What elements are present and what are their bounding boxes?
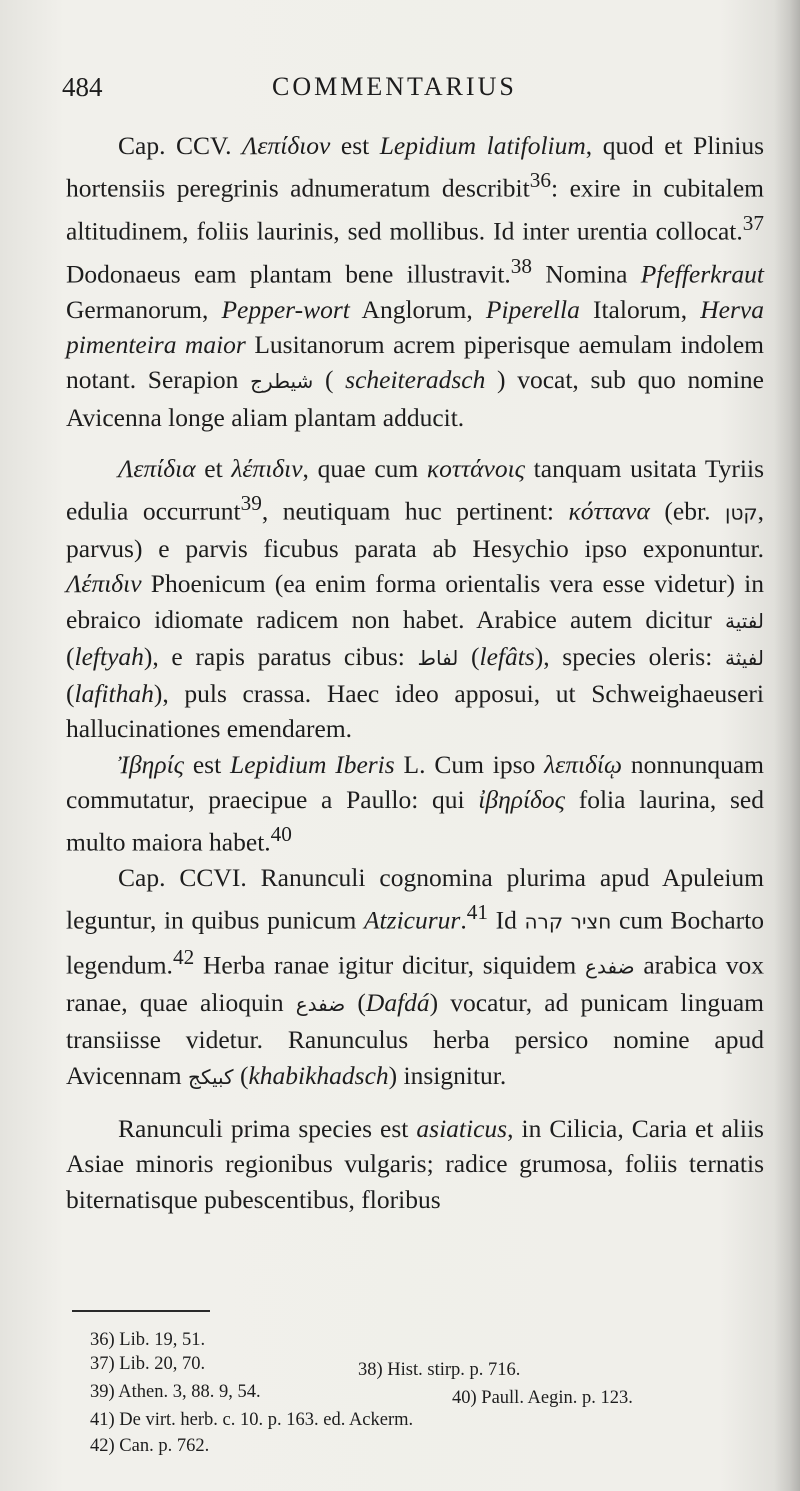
greek-term: κοττάνοις [426, 453, 526, 483]
text-span: cum Bocharto legendum. [66, 905, 765, 980]
running-title: COMMENTARIUS [272, 72, 517, 101]
text-span: ) vocatur, ad punicam linguam transiisse videtur. Ranunculus herba persico nomine apud Avicennam [66, 988, 764, 1090]
transliteration: khabikhadsch [248, 1060, 389, 1090]
arabic-word: ضفدع [585, 954, 635, 979]
text-span: est [184, 749, 231, 779]
persian-word: كبيكج [188, 1064, 234, 1089]
footnote-40: 40) Paull. Aegin. p. 123. [452, 1388, 633, 1408]
text-span: Herba ranae igitur dicitur, siquidem [194, 950, 586, 980]
footnote-41: 41) De virt. herb. c. 10. p. 163. ed. Ackerm. [90, 1410, 414, 1430]
transliteration: Dafdá [365, 988, 430, 1018]
arabic-word: لفاط [417, 645, 459, 670]
text-span: ), species oleris: [534, 641, 725, 671]
text-span: ) insignitur. [388, 1060, 507, 1090]
footnote-39: 39) Athen. 3, 88. 9, 54. [90, 1382, 261, 1402]
text-span: Italorum, [579, 294, 701, 324]
footnote-rule [72, 1310, 210, 1312]
text-span: ), puls crassa. Haec ideo apposui, ut Schweighaeuseri hallucinationes emendarem. [66, 679, 764, 744]
punic-term: Atzicurur [363, 905, 461, 935]
text-span: . [460, 905, 467, 935]
text-span: ( [66, 679, 75, 709]
transliteration: leftyah [74, 641, 144, 671]
text-span: , neutiquam huc pertinent: [261, 496, 569, 526]
text-span: est [330, 131, 380, 160]
text-span: Id [487, 905, 525, 935]
page-gutter-shadow [774, 0, 800, 1491]
text-span: ( [313, 365, 346, 395]
text-span: , quae cum [302, 453, 427, 483]
text-span: et [195, 453, 232, 483]
transliteration: lafithah [74, 679, 154, 709]
english-term: Pepper-wort [221, 294, 350, 324]
text-span: Ranunculi prima species est [118, 1113, 417, 1143]
text-span: ), e rapis paratus cibus: [143, 641, 418, 671]
text-span: nonnunquam commutatur, praecipue a Paullo: qui [66, 749, 765, 815]
text-span: ( [233, 1060, 249, 1090]
text-span: Nomina [532, 259, 641, 289]
greek-term: Ἰβηρίς [118, 749, 185, 779]
main-text [66, 128, 764, 1217]
footnote-ref: 37 [742, 211, 764, 236]
arabic-word: ضفدع [295, 992, 346, 1017]
arabic-word: لفتية [724, 608, 764, 633]
greek-term: Λεπίδια [118, 453, 196, 483]
arabic-word: لفيثة [724, 645, 764, 670]
greek-term: λέπιδιν [231, 453, 303, 483]
transliteration: scheiteradsch [345, 365, 486, 395]
text-span: ( [345, 988, 366, 1018]
portuguese-term: Herva pimenteira maior [66, 294, 764, 359]
hebrew-word: חציר קרה [524, 909, 612, 934]
latin-term: asiaticus [416, 1113, 508, 1143]
text-span: Cap. CCV. [118, 131, 243, 160]
text-span: , in Cilicia, Caria et aliis Asiae minoris regionibus vulgaris; radice grumosa, foliis ternatis biternatisque pubescentibus, floribus [66, 1113, 764, 1214]
page-number: 484 [62, 72, 103, 102]
text-span: ( [458, 641, 480, 671]
paragraph-ranunculi [66, 1111, 764, 1217]
paragraph-cap-ccvi [66, 860, 764, 1095]
page-header [62, 72, 762, 112]
text-span: (ebr. [649, 496, 725, 526]
text-span: folia laurina, sed multo maiora habet. [66, 785, 764, 857]
paragraph-iberis [66, 747, 764, 860]
footnote-ref: 42 [172, 945, 195, 970]
text-span: , quod et Plinius hortensiis peregrinis adnumeratum describit [66, 131, 765, 203]
footnote-37: 37) Lib. 20, 70. [90, 1354, 206, 1374]
footnote-42: 42) Can. p. 762. [90, 1436, 210, 1456]
footnote-ref: 38 [510, 253, 533, 278]
footnote-ref: 41 [466, 900, 488, 925]
text-span: Cap. CCVI. Ranunculi cognomina plurima apud Apuleium leguntur, in quibus punicum [66, 863, 764, 935]
text-span: tanquam usitata Tyriis edulia occurrunt [66, 453, 764, 526]
text-span: : exire in cubitalem altitudinem, foliis laurinis, sed mollibus. Id inter urentia collocat. [66, 173, 764, 246]
latin-term: Lepidium latifolium [379, 131, 586, 160]
greek-term: ἰβηρίδος [478, 785, 566, 815]
footnote-ref: 36 [529, 168, 551, 193]
hebrew-word: קטן [725, 500, 758, 525]
greek-term: κόττανα [568, 496, 650, 526]
text-span: L. Cum ipso [394, 749, 545, 779]
text-span: ( [66, 641, 75, 671]
greek-term: Λεπίδιον [242, 131, 331, 160]
greek-term: λεπιδίῳ [544, 749, 623, 779]
paragraph-cap-ccv [66, 128, 764, 435]
text-span: arabica vox ranae, quae alioquin [66, 950, 764, 1018]
arabic-word: شيطرج [250, 369, 314, 394]
latin-term: Lepidium Iberis [230, 749, 395, 779]
text-span: Anglorum, [349, 294, 486, 324]
text-span: ) vocat, sub quo nomine Avicenna longe aliam plantam adducit. [66, 365, 765, 432]
text-span: Dodonaeus eam plantam bene illustravit. [66, 259, 511, 289]
transliteration: lefâts [479, 641, 535, 671]
footnote-ref: 39 [240, 491, 262, 516]
text-span: Phoenicum (ea enim forma orientalis vera esse videtur) in ebraico idiomate radicem non habet. Arabice autem dicitur [66, 569, 764, 634]
footnote-38: 38) Hist. stirp. p. 716. [358, 1360, 521, 1380]
greek-term: Λέπιδιν [66, 569, 142, 599]
text-span: Germanorum, [66, 294, 222, 324]
italian-term: Piperella [485, 294, 580, 324]
german-term: Pfefferkraut [640, 259, 764, 289]
footnote-36: 36) Lib. 19, 51. [90, 1330, 206, 1350]
paragraph-lepidia [66, 451, 764, 747]
footnote-ref: 40 [270, 822, 292, 847]
text-span: , parvus) e parvis ficubus parata ab Hesychio ipso exponuntur. [66, 496, 764, 563]
text-span: Lusitanorum acrem piperisque aemulam indolem notant. Serapion [66, 329, 764, 395]
